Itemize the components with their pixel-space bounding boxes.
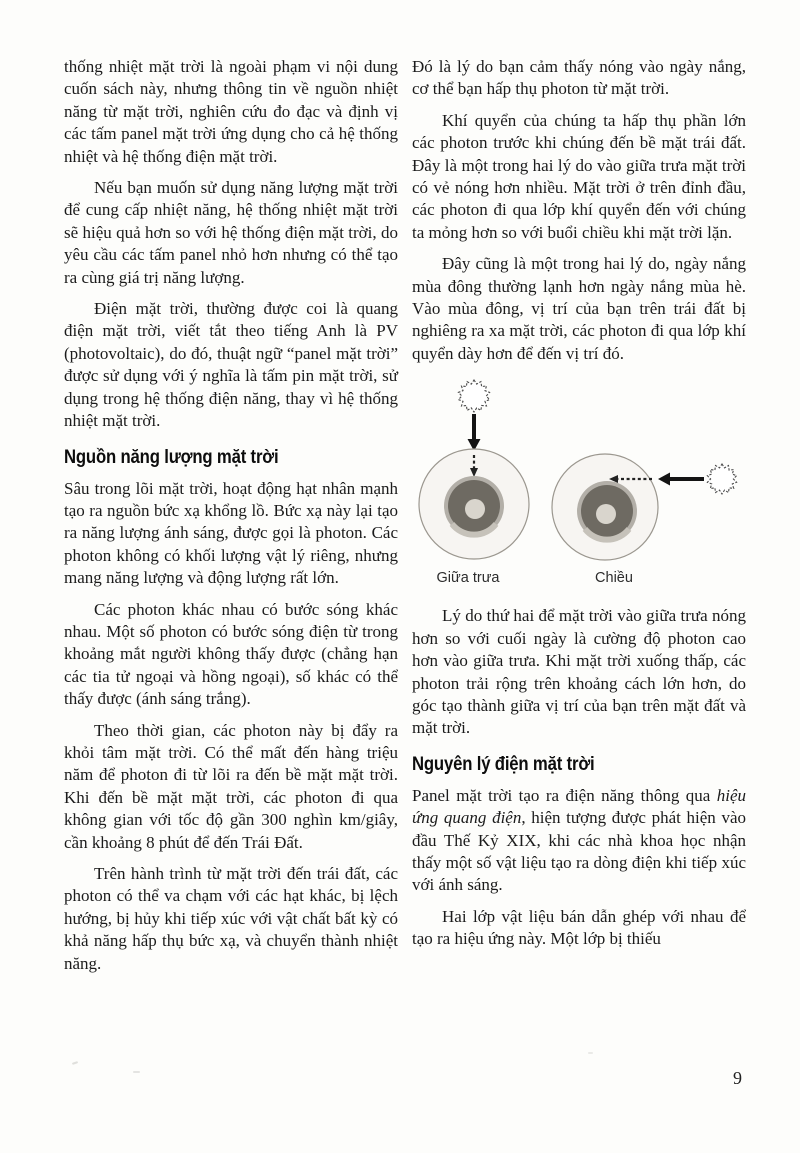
- sun-angle-figure: [412, 374, 746, 597]
- earth-globe: [577, 481, 637, 541]
- sun-icon: [458, 380, 489, 412]
- left-column: [64, 56, 398, 984]
- earth-globe: [444, 476, 504, 536]
- text-run: , hiện tượng được phát hiện vào đầu Thế Kỷ XIX, khi các nhà khoa học nhận thấy một số vật liệu tạo ra dòng điện khi tiếp xúc với ánh sáng.: [412, 808, 746, 895]
- paragraph: Điện mặt trời, thường được coi là quang điện mặt trời, viết tắt theo tiếng Anh là PV (photovoltaic), do đó, thuật ngữ “panel mặt trời” được sử dụng với ý nghĩa là tấm pin mặt trời, sử dụng trong hệ thống điện năng, thay vì hệ thống nhiệt mặt trời.: [64, 299, 398, 431]
- paragraph: [412, 785, 746, 897]
- paragraph: Đó là lý do bạn cảm thấy nóng vào ngày nắng, cơ thể bạn hấp thụ photon từ mặt trời.: [412, 57, 746, 99]
- page-number: 9: [733, 1068, 742, 1088]
- italic-term: hiệu ứng quang điện: [412, 785, 746, 828]
- text-run: Panel mặt trời tạo ra điện năng thông qua: [412, 785, 717, 805]
- paragraph: Các photon khác nhau có bước sóng khác nhau. Một số photon có bước sóng điện từ trong khoảng mắt người không thấy được (chẳng hạn các tia tử ngoại và hồng ngoại), số khác có thể thấy được (ánh sáng trắng).: [64, 599, 398, 709]
- noon-diagram: [419, 380, 529, 586]
- paragraph: Lý do thứ hai để mặt trời vào giữa trưa nóng hơn so với cuối ngày là cường độ photon cao hơn vào giữa trưa. Khi mặt trời xuống thấp, các photon trải rộng trên khoảng cách lớn hơn, do góc tạo thành giữa vị trí của bạn trên mặt đất và mặt trời.: [412, 606, 746, 738]
- photon-arrowhead: [658, 473, 670, 486]
- afternoon-diagram: [552, 454, 737, 586]
- paragraph: Khí quyển của chúng ta hấp thụ phần lớn các photon trước khi chúng đến bề mặt trái đất. Đây là một trong hai lý do vào giữa trưa mặt trời có vẻ nóng hơn nhiều. Mặt trời ở trên đỉnh đầu, các photon đi qua lớp khí quyển đến với chúng ta mỏng hơn so với buổi chiều khi mặt trời lặn.: [412, 110, 746, 242]
- noon-label: Giữa trưa: [436, 570, 500, 587]
- paragraph: Trên hành trình từ mặt trời đến trái đất, các photon có thể va chạm với các hạt khác, bị lệch hướng, bị hủy khi tiếp xúc với vật chất bất kỳ có khả năng hấp thụ bức xạ, và chuyển thành nhiệt năng.: [64, 864, 398, 973]
- paragraph: Sâu trong lõi mặt trời, hoạt động hạt nhân mạnh tạo ra nguồn bức xạ khổng lồ. Bức xạ này lại tạo ra năng lượng ánh sáng, được gọi là photon. Các photon không có khối lượng vật lý riêng, nhưng mang năng lượng và động lượng rất lớn.: [64, 478, 398, 588]
- sun-angle-diagram: [412, 374, 748, 592]
- paragraph: Nếu bạn muốn sử dụng năng lượng mặt trời để cung cấp nhiệt năng, hệ thống nhiệt mặt trời sẽ hiệu quả hơn so với hệ thống điện mặt trời, do yêu cầu các tấm panel nhỏ hơn nhưng có thể tạo ra cùng giá trị năng lượng.: [64, 178, 398, 287]
- section-heading: Nguồn năng lượng mặt trời: [64, 446, 279, 468]
- paragraph: thống nhiệt mặt trời là ngoài phạm vi nội dung cuốn sách này, nhưng thông tin về nguồn nhiệt năng từ mặt trời, nghiên cứu đo đạc và định vị các tấm panel mặt trời ứng dụng cho cả hệ thống nhiệt và hệ thống điện mặt trời.: [64, 57, 398, 166]
- scan-artifact: [133, 1071, 140, 1073]
- sun-icon: [707, 464, 736, 494]
- scan-artifact: [72, 1061, 78, 1065]
- paragraph: Đây cũng là một trong hai lý do, ngày nắng mùa đông thường lạnh hơn ngày nắng mùa hè. Vào mùa đông, vị trí của bạn trên trái đất bị nghiêng ra xa mặt trời, các photon đi qua lớp khí quyển dày hơn để đến vị trí đó.: [412, 254, 746, 363]
- paragraph: Theo thời gian, các photon này bị đẩy ra khỏi tâm mặt trời. Có thể mất đến hàng triệu năm để photon đi từ lõi ra đến bề mặt mặt trời. Khi đến bề mặt mặt trời, các photon đi qua không gian với tốc độ gần 300 nghìn km/giây, cần khoảng 8 phút để đến Trái Đất.: [64, 720, 398, 852]
- afternoon-label: Chiều: [595, 570, 633, 587]
- right-column: [412, 56, 746, 984]
- scan-artifact: [588, 1052, 593, 1054]
- section-heading: Nguyên lý điện mặt trời: [412, 753, 595, 775]
- paragraph: Hai lớp vật liệu bán dẫn ghép với nhau để tạo ra hiệu ứng này. Một lớp bị thiếu: [412, 906, 746, 949]
